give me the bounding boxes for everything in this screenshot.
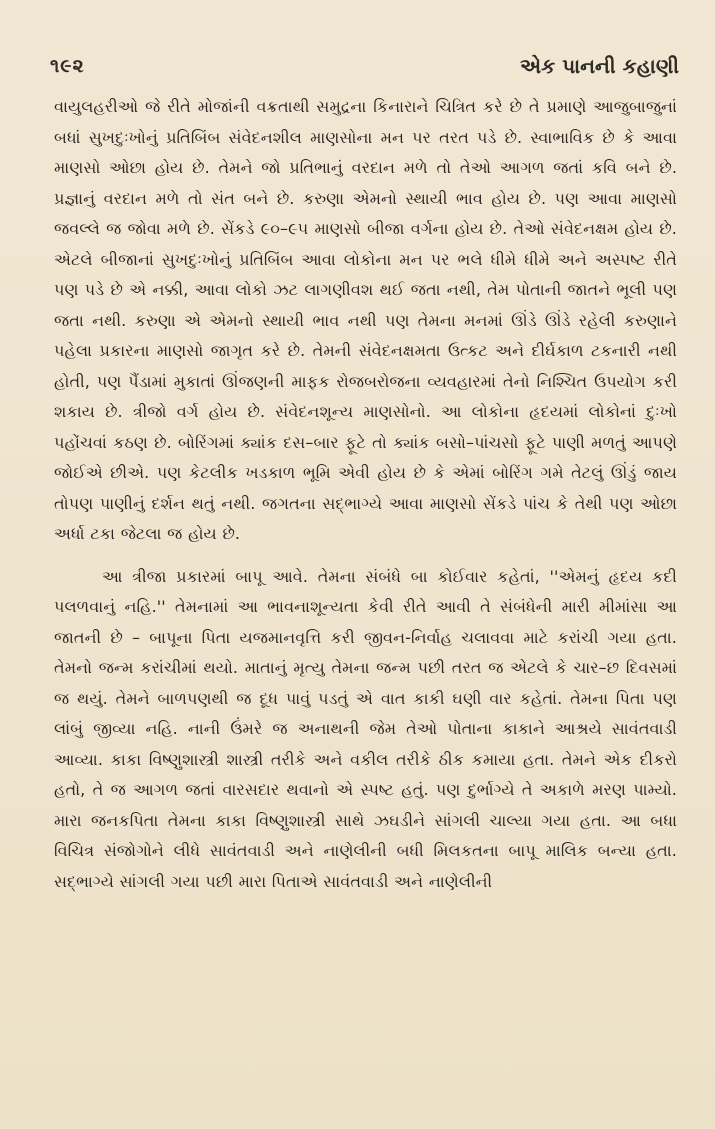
page-header [50, 48, 679, 84]
paragraph-1: વાયુલહરીઓ જે રીતે મોજાંની વક્રતાથી સમુદ્રના કિનારાને ચિત્રિત કરે છે તે પ્રમાણે આજુબાજુનાં બધાં સુખદુઃખોનું પ્રતિબિંબ સંવેદનશીલ માણસોના મન પર તરત પડે છે. સ્વાભાવિક છે કે આવા માણસો ઓછા હોય છે. તેમને જો પ્રતિભાનું વરદાન મળે તો તેઓ આગળ જતાં કવિ બને છે. પ્રજ્ઞાનું વરદાન મળે તો સંત બને છે. કરુણા એમનો સ્થાયી ભાવ હોય છે. પણ આવા માણસો જવલ્લે જ જોવા મળે છે. સેંકડે ૯૦–૯૫ માણસો બીજા વર્ગના હોય છે. તેઓ સંવેદનક્ષમ હોય છે. એટલે બીજાનાં સુખદુઃખોનું પ્રતિબિંબ આવા લોકોના મન પર ભલે ધીમે ધીમે અને અસ્પષ્ટ રીતે પણ પડે છે એ નક્કી, આવા લોકો ઝટ લાગણીવશ થઈ જતા નથી, તેમ પોતાની જાતને ભૂલી પણ જતા નથી. કરુણા એ એમનો સ્થાયી ભાવ નથી પણ તેમના મનમાં ઊંડે ઊંડે રહેલી કરુણાને પહેલા પ્રકારના માણસો જાગૃત કરે છે. તેમની સંવેદનક્ષમતા ઉત્કટ અને દીર્ઘકાળ ટકનારી નથી હોતી, પણ પૈંડામાં મુકાતાં ઊંજણની માફક રોજબરોજના વ્યવહારમાં તેનો નિશ્ચિત ઉપયોગ કરી શકાય છે. ત્રીજો વર્ગ હોય છે. સંવેદનશૂન્ય માણસોનો. આ લોકોના હૃદયમાં લોકોનાં દુઃખો પહોંચવાં કઠણ છે. બોરિંગમાં ક્યાંક દસ–બાર ફૂટે તો ક્યાંક બસો–પાંચસો ફૂટે પાણી મળતું આપણે જોઈએ છીએ. પણ કેટલીક ખડકાળ ભૂમિ એવી હોય છે કે એમાં બોરિંગ ગમે તેટલું ઊંડું જાય તોપણ પાણીનું દર્શન થતું નથી. જગતના સદ્ભાગ્યે આવા માણસો સેંકડે પાંચ કે તેથી પણ ઓછા અર્ધા ટકા જેટલા જ હોય છે. [54, 97, 677, 543]
paragraph-2: આ ત્રીજા પ્રકારમાં બાપૂ આવે. તેમના સંબંધે બા કોઈવાર કહેતાં, ''એમનું હૃદય કદી પલળવાનું નહિ.'' તેમનામાં આ ભાવનાશૂન્યતા કેવી રીતે આવી તે સંબંધેની મારી મીમાંસા આ જાતની છે – બાપૂના પિતા યજમાનવૃત્તિ કરી જીવન-નિર્વાહ ચલાવવા માટે કરાંચી ગયા હતા. તેમનો જન્મ કરાંચીમાં થયો. માતાનું મૃત્યુ તેમના જન્મ પછી તરત જ એટલે કે ચાર–છ દિવસમાં જ થયું. તેમને બાળપણથી જ દૂધ પાવું પડતું એ વાત કાકી ઘણી વાર કહેતાં. તેમના પિતા પણ લાંબું જીવ્યા નહિ. નાની ઉંમરે જ અનાથની જેમ તેઓ પોતાના કાકાને આશ્રયે સાવંતવાડી આવ્યા. કાકા વિષ્ણુશાસ્ત્રી શાસ્ત્રી તરીકે અને વકીલ તરીકે ઠીક કમાયા હતા. તેમને એક દીકરો હતો, તે જ આગળ જતાં વારસદાર થવાનો એ સ્પષ્ટ હતું. પણ દુર્ભાગ્યે તે અકાળે મરણ પામ્યો. મારા જનકપિતા તેમના કાકા વિષ્ણુશાસ્ત્રી સાથે ઝઘડીને સાંગલી ચાલ્યા ગયા હતા. આ બધા વિચિત્ર સંજોગોને લીધે સાવંતવાડી અને નાણેલીની બધી મિલકતના બાપૂ માલિક બન્યા હતા. સદ્ભાગ્યે સાંગલી ગયા પછી મારા પિતાએ સાવંતવાડી અને નાણેલીની [54, 566, 677, 891]
page-number: ૧૯૨ [50, 55, 85, 77]
running-title: એક પાનની કહાણી [520, 54, 679, 78]
body-text [54, 92, 677, 897]
